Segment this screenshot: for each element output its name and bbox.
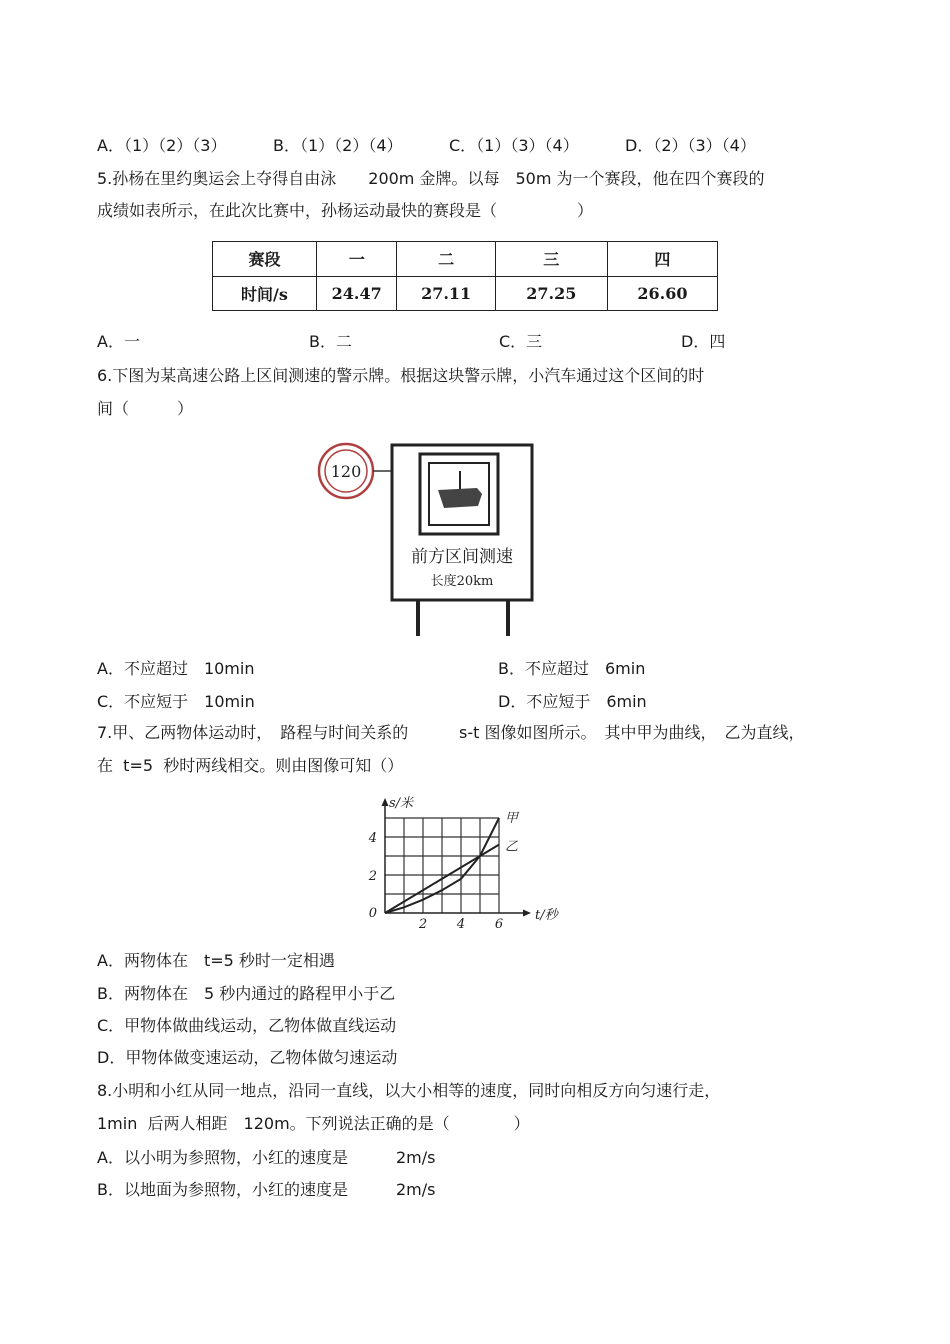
q8-option-b: B．以地面为参照物，小红的速度是 2m/s: [97, 1180, 436, 1199]
q8-stem-line2: 1min 后两人相距 120m。下列说法正确的是（ ）: [97, 1114, 530, 1133]
table-header-cell: 四: [607, 242, 717, 277]
q6-stem-line2: 间（ ）: [97, 399, 194, 418]
table-cell: 27.25: [495, 276, 607, 311]
series-label-jia: 甲: [505, 811, 519, 826]
table-header-cell: 二: [397, 242, 495, 277]
y-tick-label: 2: [368, 869, 377, 884]
q4-option-b: B．（1）（2）（4）: [273, 136, 403, 155]
q6-option-d: D．不应短于 6min: [498, 692, 647, 711]
x-tick-label: 4: [456, 917, 466, 932]
q6-option-a: A．不应超过 10min: [97, 659, 255, 678]
st-graph: [355, 795, 565, 935]
q7-option-d: D．甲物体做变速运动，乙物体做匀速运动: [97, 1048, 398, 1067]
x-tick-label: 6: [494, 917, 504, 932]
q7-option-a: A．两物体在 t=5 秒时一定相遇: [97, 951, 335, 970]
table-cell: 24.47: [316, 276, 397, 311]
segment-time-table: [212, 241, 718, 311]
table-cell: 时间/s: [213, 276, 317, 311]
camera-icon: [438, 488, 482, 508]
series-label-yi: 乙: [505, 839, 519, 855]
q7-stem-line1a: 7.甲、乙两物体运动时， 路程与时间关系的: [97, 723, 409, 742]
q4-option-c: C．（1）（3）（4）: [449, 136, 579, 155]
q5-option-a: A．一: [97, 332, 140, 351]
sign-text-main: 前方区间测速: [411, 547, 513, 567]
q5-option-d: D．四: [681, 332, 726, 351]
table-cell: 26.60: [607, 276, 717, 311]
y-axis-label: s/米: [389, 796, 414, 811]
sign-text-length: 长度20km: [430, 574, 494, 589]
q4-option-d: D．（2）（3）（4）: [625, 136, 756, 155]
q8-option-a: A．以小明为参照物，小红的速度是 2m/s: [97, 1148, 436, 1167]
q4-option-a: A．（1）（2）（3）: [97, 136, 227, 155]
q7-option-b: B．两物体在 5 秒内通过的路程甲小于乙: [97, 984, 396, 1003]
q5-option-c: C．三: [499, 332, 543, 351]
table-header-cell: 赛段: [213, 242, 317, 277]
x-tick-label: 2: [418, 917, 428, 932]
table-row: [213, 276, 718, 311]
x-axis-arrow: [523, 910, 531, 917]
q6-option-b: B．不应超过 6min: [498, 659, 646, 678]
x-axis-label: t/秒: [535, 908, 558, 923]
y-tick-label: 4: [368, 831, 377, 846]
origin-label: 0: [368, 906, 377, 921]
q7-option-c: C．甲物体做曲线运动，乙物体做直线运动: [97, 1016, 397, 1035]
q8-stem-line1: 8.小明和小红从同一地点，沿同一直线，以大小相等的速度，同时向相反方向匀速行走，: [97, 1081, 721, 1100]
table-header-cell: 一: [316, 242, 397, 277]
q7-stem-line1b: s-t 图像如图所示。 其中甲为曲线， 乙为直线，: [459, 723, 805, 742]
table-header-cell: 三: [495, 242, 607, 277]
q5-option-b: B．二: [309, 332, 352, 351]
q5-stem-line2: 成绩如表所示，在此次比赛中，孙杨运动最快的赛段是（ ）: [97, 201, 594, 220]
q5-stem-line1: 5.孙杨在里约奥运会上夺得自由泳 200m 金牌。以每 50m 为一个赛段，他在四个赛段的: [97, 169, 765, 188]
y-axis-arrow: [382, 798, 389, 806]
table-row: [213, 242, 718, 277]
q6-stem-line1: 6.下图为某高速公路上区间测速的警示牌。根据这块警示牌，小汽车通过这个区间的时: [97, 366, 705, 385]
table-cell: 27.11: [397, 276, 495, 311]
speed-check-sign-figure: [310, 436, 550, 640]
q6-option-c: C．不应短于 10min: [97, 692, 255, 711]
q7-stem-line2: 在 t=5 秒时两线相交。则由图像可知（）: [97, 756, 404, 775]
speed-limit-value: 120: [330, 462, 362, 481]
